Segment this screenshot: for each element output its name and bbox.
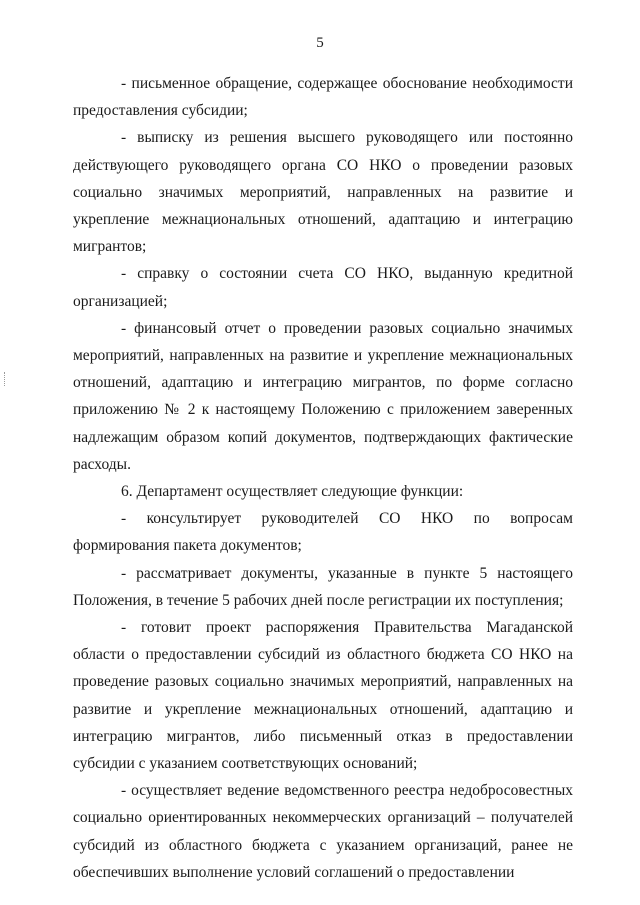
paragraph-department-functions: 6. Департамент осуществляет следующие функции: <box>121 483 464 501</box>
paragraph-consults-leaders: - консультирует руководителей СО НКО по вопросам формирования пакета документов; <box>73 510 573 555</box>
paragraph-decision-extract: - выписку из решения высшего руководящего или постоянно действующего руководящего органа СО НКО о проведении разовых социально значимых мероприятий, направленных на развитие и укрепление межнациональных отношений, адаптацию и интеграцию мигрантов; <box>73 129 573 256</box>
paragraph-financial-report: - финансовый отчет о проведении разовых социально значимых мероприятий, направленных на развитие и укрепление межнациональных отношений, адаптацию и интеграцию мигрантов, по форме согласно приложению № 2 к настоящему Положению с приложением заверенных надлежащим образом копий документов, подтверждающих фактические расходы. <box>73 319 573 473</box>
page-number: 5 <box>316 35 324 51</box>
paragraph-account-statement: - справку о состоянии счета СО НКО, выданную кредитной организацией; <box>73 265 573 310</box>
paragraph-prepares-order: - готовит проект распоряжения Правительства Магаданской области о предоставлении субсидий из областного бюджета СО НКО на проведение разовых социально значимых мероприятий, направленных на развитие и укрепление межнациональных отношений, адаптацию и интеграцию мигрантов, либо письменный отказ в предоставлении субсидии с указанием соответствующих оснований; <box>73 619 573 773</box>
paragraph-maintains-registry: - осуществляет ведение ведомственного реестра недобросовестных социально ориентированных некоммерческих организаций – получателей субсидий из областного бюджета с указанием организаций, ранее не обеспечивших выполнение условий соглашений о предоставлении <box>73 782 573 881</box>
paragraph-reviews-documents: - рассматривает документы, указанные в пункте 5 настоящего Положения, в течение 5 рабочих дней после регистрации их поступления; <box>73 564 573 609</box>
paragraph-written-request: - письменное обращение, содержащее обоснование необходимости предоставления субсидии; <box>73 75 573 120</box>
document-body <box>73 70 573 886</box>
margin-mark <box>4 372 6 386</box>
